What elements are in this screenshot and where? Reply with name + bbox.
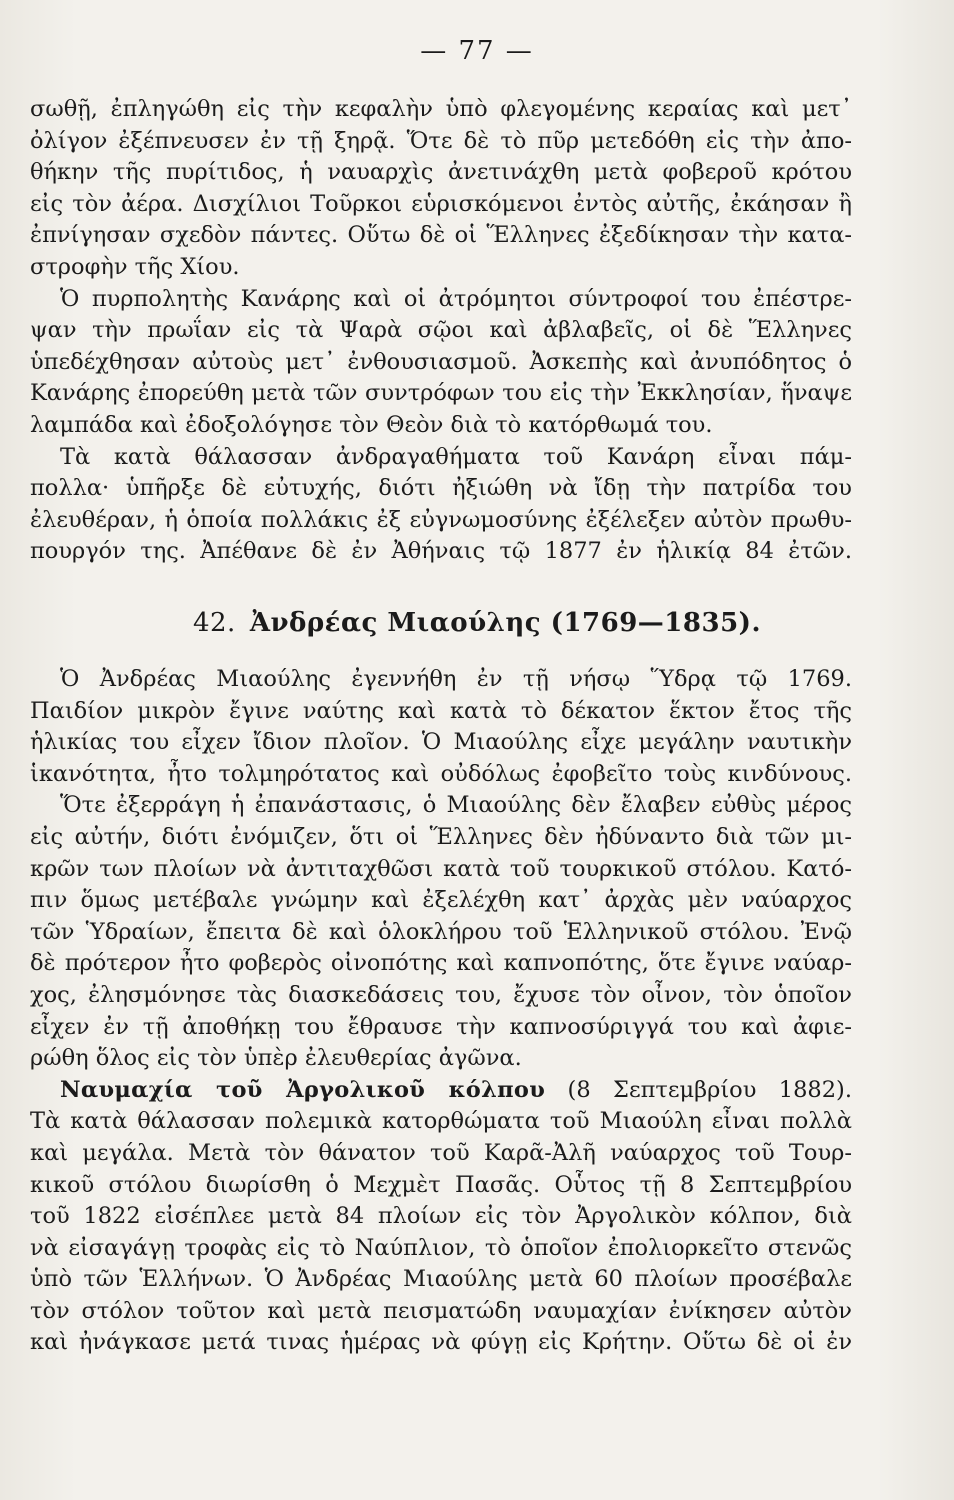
text-line: νὰ εἰσαγάγῃ τροφὰς εἰς τὸ Ναύπλιον, τὸ ὁποῖον ἐπολιορκεῖτο στενῶς	[30, 1234, 852, 1261]
paragraph-block-miaoulis	[30, 664, 852, 1359]
text-line: εἰς τὸν ἀέρα. Δισχίλιοι Τοῦρκοι εὑρισκόμενοι ἐντὸς αὐτῆς, ἐκάησαν ἢ	[30, 190, 852, 217]
text-line: Ὁ Ἀνδρέας Μιαούλης ἐγεννήθη ἐν τῇ νήσῳ Ὕδρᾳ τῷ 1769.	[60, 666, 852, 692]
text-line: ρώθη ὅλος εἰς τὸν ὑπὲρ ἐλευθερίας ἀγῶνα.	[30, 1045, 522, 1072]
subheading-date: (8 Σεπτεμβρίου 1882).	[567, 1076, 852, 1103]
text-line: λαμπάδα καὶ ἐδοξολόγησε τὸν Θεὸν διὰ τὸ κατόρθωμά του.	[30, 411, 713, 438]
text-line: εἰς αὐτήν, διότι ἐνόμιζεν, ὅτι οἱ Ἕλληνες δὲν ἠδύναντο διὰ τῶν μι-	[30, 823, 852, 850]
text-line: χος, ἐλησμόνησε τὰς διασκεδάσεις του, ἔχυσε τὸν οἶνον, τὸν ὁποῖον	[30, 981, 852, 1008]
text-line: σωθῇ, ἐπληγώθη εἰς τὴν κεφαλὴν ὑπὸ φλεγομένης κεραίας καὶ μετ᾽	[30, 96, 852, 122]
text-line: Παιδίον μικρὸν ἔγινε ναύτης καὶ κατὰ τὸ δέκατον ἕκτον ἔτος τῆς	[30, 697, 852, 724]
text-line: ψαν τὴν πρωΐαν εἰς τὰ Ψαρὰ σῷοι καὶ ἀβλαβεῖς, οἱ δὲ Ἕλληνες	[30, 317, 852, 344]
text-line: ἐπνίγησαν σχεδὸν πάντες. Οὕτω δὲ οἱ Ἕλληνες ἐξεδίκησαν τὴν κατα-	[30, 222, 852, 249]
text-line: θήκην τῆς πυρίτιδος, ἡ ναυαρχὶς ἀνετινάχθη μετὰ φοβεροῦ κρότου	[30, 159, 852, 186]
text-line: καὶ μεγάλα. Μετὰ τὸν θάνατον τοῦ Καρᾶ-Ἀλῆ ναύαρχος τοῦ Τουρ-	[30, 1139, 852, 1166]
subheading-line	[30, 1075, 852, 1107]
text-line: ὑπεδέχθησαν αὐτοὺς μετ᾽ ἐνθουσιασμοῦ. Ἀσκεπὴς καὶ ἀνυπόδητος ὁ	[30, 348, 852, 375]
text-line: Ὅτε ἐξερράγη ἡ ἐπανάστασις, ὁ Μιαούλης δὲν ἔλαβεν εὐθὺς μέρος	[60, 792, 852, 819]
paragraph-block-kanaris	[30, 94, 852, 568]
text-line: ὀλίγον ἐξέπνευσεν ἐν τῇ ξηρᾷ. Ὅτε δὲ τὸ πῦρ μετεδόθη εἰς τὴν ἀπο-	[30, 127, 852, 154]
text-line: ἐλευθέραν, ἡ ὁποία πολλάκις ἐξ εὐγνωμοσύνης ἐξέλεξεν αὐτὸν πρωθυ-	[30, 506, 852, 533]
text-line: τῶν Ὑδραίων, ἔπειτα δὲ καὶ ὁλοκλήρου τοῦ Ἑλληνικοῦ στόλου. Ἐνῷ	[30, 918, 852, 945]
subheading-title: Ναυμαχία τοῦ Ἀργολικοῦ κόλπου	[60, 1076, 546, 1103]
chapter-heading	[0, 608, 954, 638]
text-line: στροφὴν τῆς Χίου.	[30, 253, 240, 280]
chapter-number: 42.	[192, 608, 236, 638]
text-line: Τὰ κατὰ θάλασσαν ἀνδραγαθήματα τοῦ Κανάρη εἶναι πάμ-	[60, 443, 852, 470]
text-line: ἡλικίας του εἶχεν ἴδιον πλοῖον. Ὁ Μιαούλης εἶχε μεγάλην ναυτικὴν	[30, 729, 852, 756]
text-line: καὶ ἠνάγκασε μετά τινας ἡμέρας νὰ φύγῃ εἰς Κρήτην. Οὕτω δὲ οἱ ἐν	[30, 1329, 852, 1356]
text-line: πουργόν της. Ἀπέθανε δὲ ἐν Ἀθήναις τῷ 1877 ἐν ἡλικίᾳ 84 ἐτῶν.	[30, 538, 852, 565]
text-line: κρῶν των πλοίων νὰ ἀντιταχθῶσι κατὰ τοῦ τουρκικοῦ στόλου. Κατό-	[30, 855, 852, 882]
text-line: ὑπὸ τῶν Ἑλλήνων. Ὁ Ἀνδρέας Μιαούλης μετὰ 60 πλοίων προσέβαλε	[30, 1266, 852, 1293]
page-number: — 77 —	[420, 36, 534, 66]
text-line: τοῦ 1822 εἰσέπλεε μετὰ 84 πλοίων εἰς τὸν Ἀργολικὸν κόλπον, διὰ	[30, 1203, 852, 1230]
text-line: εἶχεν ἐν τῇ ἀποθήκῃ του ἔθραυσε τὴν καπνοσύριγγά του καὶ ἀφιε-	[30, 1013, 852, 1040]
text-line: Ὁ πυρπολητὴς Κανάρης καὶ οἱ ἀτρόμητοι σύντροφοί του ἐπέστρε-	[60, 285, 852, 312]
text-line: Κανάρης ἐπορεύθη μετὰ τῶν συντρόφων του εἰς τὴν Ἐκκλησίαν, ἥναψε	[30, 380, 852, 407]
text-line: τὸν στόλον τοῦτον καὶ μετὰ πεισματώδη ναυμαχίαν ἐνίκησεν αὐτὸν	[30, 1297, 852, 1324]
text-line: ἱκανότητα, ἦτο τολμηρότατος καὶ οὐδόλως ἐφοβεῖτο τοὺς κινδύνους.	[30, 760, 852, 787]
text-line: πιν ὅμως μετέβαλε γνώμην καὶ ἐξελέχθη κατ᾽ ἀρχὰς μὲν ναύαρχος	[30, 887, 852, 914]
text-line: δὲ πρότερον ἦτο φοβερὸς οἰνοπότης καὶ καπνοπότης, ὅτε ἔγινε ναύαρ-	[30, 950, 852, 977]
chapter-title: Ἀνδρέας Μιαούλης (1769—1835).	[249, 608, 762, 638]
text-line: Τὰ κατὰ θάλασσαν πολεμικὰ κατορθώματα τοῦ Μιαούλη εἶναι πολλὰ	[30, 1108, 852, 1135]
text-line: πολλα· ὑπῆρξε δὲ εὐτυχής, διότι ἠξιώθη νὰ ἴδῃ τὴν πατρίδα του	[30, 475, 852, 502]
text-line: κικοῦ στόλου διωρίσθη ὁ Μεχμὲτ Πασᾶς. Οὗτος τῇ 8 Σεπτεμβρίου	[30, 1171, 852, 1198]
